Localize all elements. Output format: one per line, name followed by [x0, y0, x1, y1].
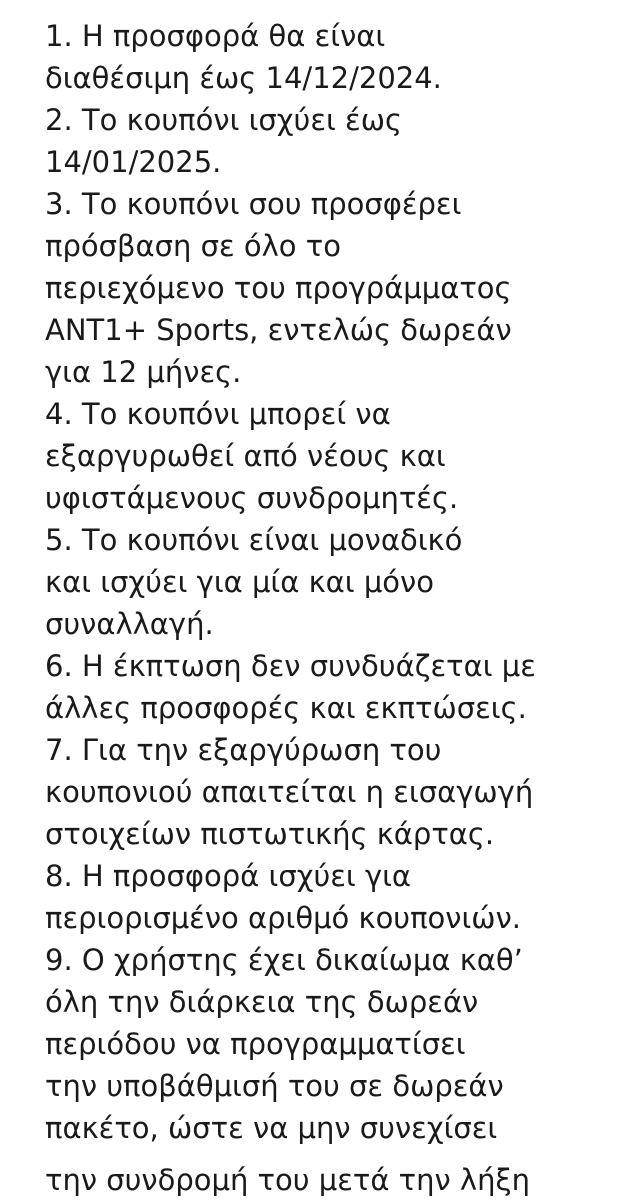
- terms-line: 4. Το κουπόνι μπορεί να: [45, 397, 391, 431]
- terms-line: ANT1+ Sports, εντελώς δωρεάν: [45, 313, 512, 347]
- terms-line: 9. Ο χρήστης έχει δικαίωμα καθ’: [45, 943, 523, 977]
- terms-line: 2. Το κουπόνι ισχύει έως: [45, 103, 403, 137]
- terms-line: πρόσβαση σε όλο το: [45, 229, 341, 263]
- terms-line: 7. Για την εξαργύρωση του: [45, 733, 442, 767]
- terms-line: 5. Το κουπόνι είναι μοναδικό: [45, 523, 463, 557]
- terms-line: στοιχείων πιστωτικής κάρτας.: [45, 817, 495, 851]
- terms-line: την υποβάθμισή του σε δωρεάν: [45, 1069, 504, 1103]
- terms-line: 8. Η προσφορά ισχύει για: [45, 859, 412, 893]
- terms-line: κουπονιού απαιτείται η εισαγωγή: [45, 775, 534, 809]
- terms-line: εξαργυρωθεί από νέους και: [45, 439, 446, 473]
- terms-line: πακέτο, ώστε να μην συνεχίσει: [45, 1111, 498, 1145]
- terms-line: περιεχόμενο του προγράμματος: [45, 271, 512, 305]
- terms-line: 3. Το κουπόνι σου προσφέρει: [45, 187, 462, 221]
- terms-line: για 12 μήνες.: [45, 355, 242, 389]
- terms-line: συναλλαγή.: [45, 607, 214, 641]
- terms-line: 14/01/2025.: [45, 145, 222, 179]
- terms-line: όλη την διάρκεια της δωρεάν: [45, 985, 479, 1019]
- terms-line: διαθέσιμη έως 14/12/2024.: [45, 61, 442, 95]
- terms-line: περιορισμένο αριθμό κουπονιών.: [45, 901, 522, 935]
- terms-line: άλλες προσφορές και εκπτώσεις.: [45, 691, 527, 725]
- terms-line: 6. Η έκπτωση δεν συνδυάζεται με: [45, 649, 536, 683]
- terms-line: την συνδρομή του μετά την λήξη: [45, 1163, 531, 1197]
- terms-line: υφιστάμενους συνδρομητές.: [45, 481, 459, 515]
- terms-line: 1. Η προσφορά θα είναι: [45, 19, 386, 53]
- terms-line: περιόδου να προγραμματίσει: [45, 1027, 466, 1061]
- terms-line: και ισχύει για μία και μόνο: [45, 565, 434, 599]
